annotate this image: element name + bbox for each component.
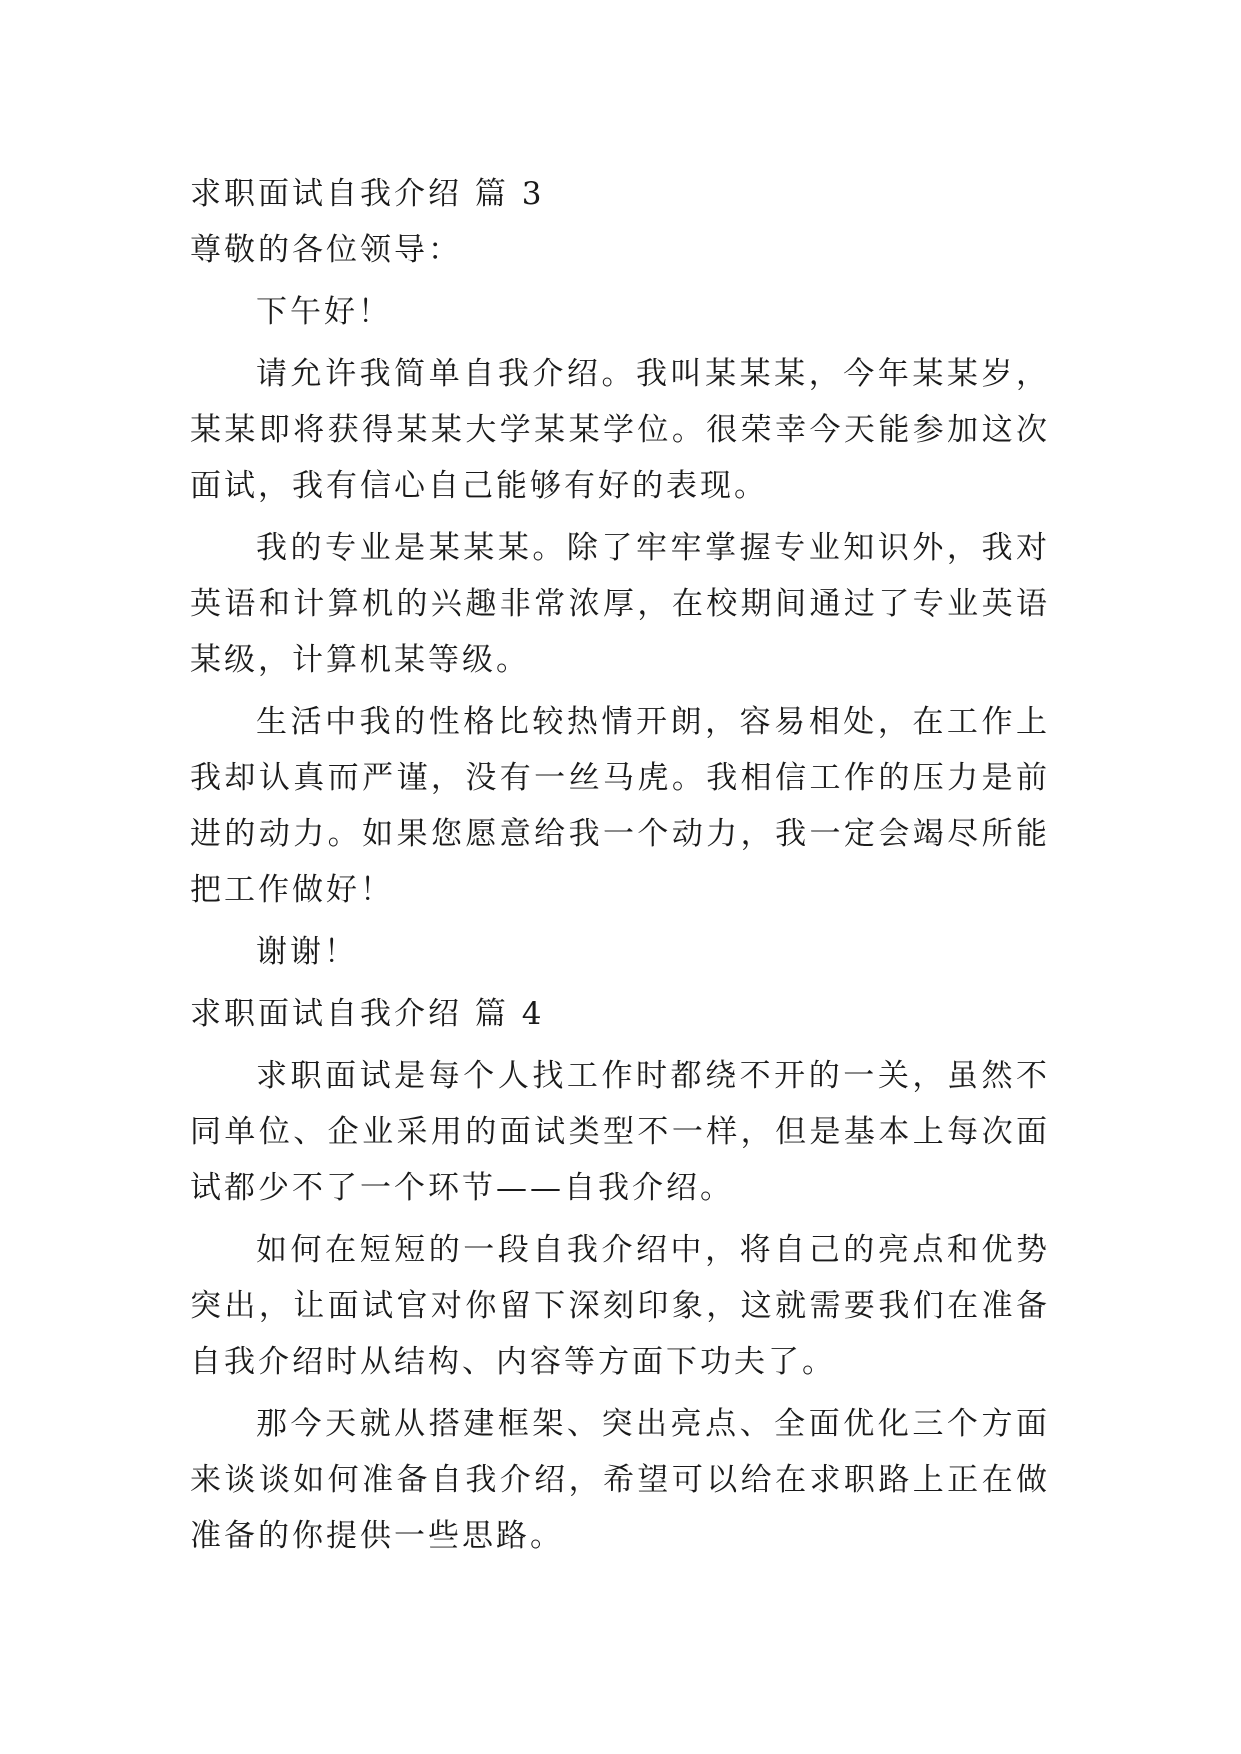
section-3-heading: 求职面试自我介绍 篇 3 (190, 176, 545, 212)
section-3-paragraph-2: 我的专业是某某某。除了牢牢掌握专业知识外，我对英语和计算机的兴趣非常浓厚，在校期间通过了专业英语某级，计算机某等级。 (190, 530, 1050, 678)
section-3-paragraph-3: 生活中我的性格比较热情开朗，容易相处，在工作上我却认真而严谨，没有一丝马虎。我相信工作的压力是前进的动力。如果您愿意给我一个动力，我一定会竭尽所能把工作做好！ (190, 704, 1050, 908)
salutation: 尊敬的各位领导： (190, 232, 462, 268)
greeting: 下午好！ (256, 294, 392, 330)
section-3-paragraph-1: 请允许我简单自我介绍。我叫某某某，今年某某岁，某某即将获得某某大学某某学位。很荣幸今天能参加这次面试，我有信心自己能够有好的表现。 (190, 356, 1050, 504)
section-4-paragraph-3: 那今天就从搭建框架、突出亮点、全面优化三个方面来谈谈如何准备自我介绍，希望可以给在求职路上正在做准备的你提供一些思路。 (190, 1406, 1050, 1554)
section-4-paragraph-1: 求职面试是每个人找工作时都绕不开的一关，虽然不同单位、企业采用的面试类型不一样，但是基本上每次面试都少不了一个环节——自我介绍。 (190, 1058, 1050, 1206)
document-page (190, 160, 1050, 1564)
section-4-heading: 求职面试自我介绍 篇 4 (190, 996, 545, 1032)
closing-thanks: 谢谢！ (256, 934, 358, 970)
section-4-paragraph-2: 如何在短短的一段自我介绍中，将自己的亮点和优势突出，让面试官对你留下深刻印象，这就需要我们在准备自我介绍时从结构、内容等方面下功夫了。 (190, 1232, 1050, 1380)
